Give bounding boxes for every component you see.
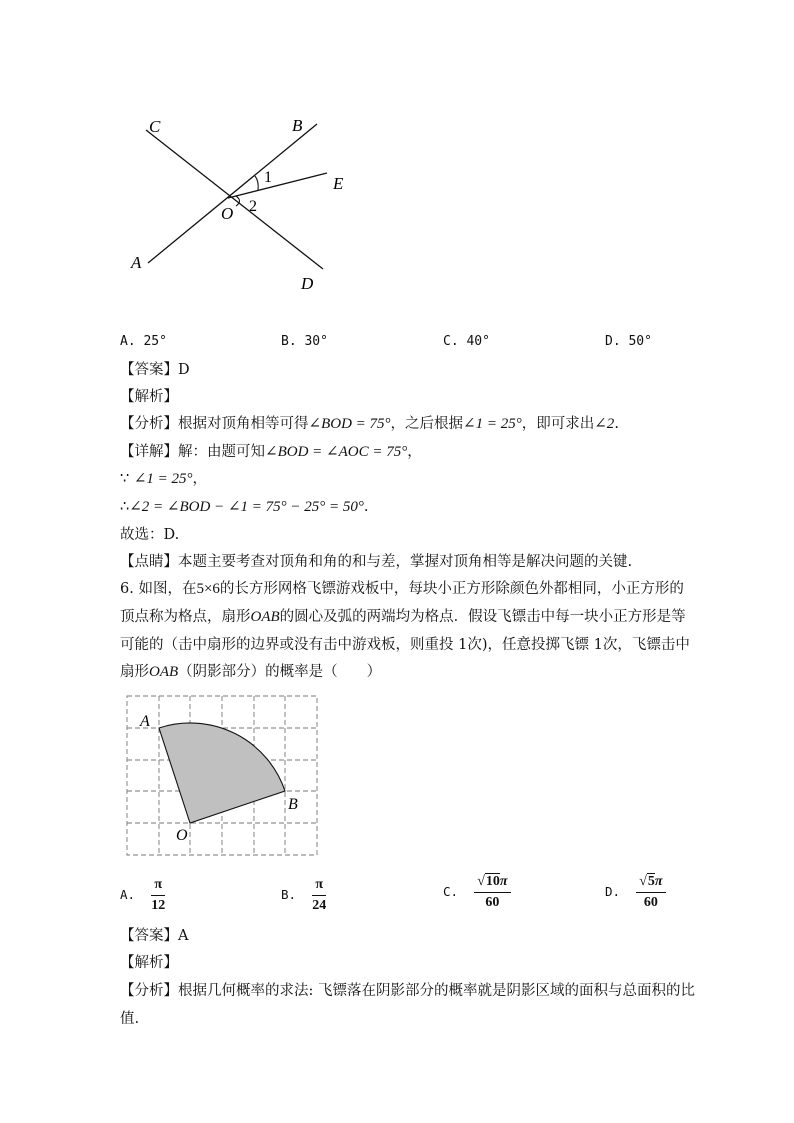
q5-option-d[interactable]: D. 50° xyxy=(605,334,652,349)
label-e: E xyxy=(333,174,344,193)
q5-answer: 【答案】D xyxy=(120,362,190,378)
grid-label-o: O xyxy=(176,827,188,844)
q5-detail: 【详解】解：由题可知∠BOD = ∠AOC = 75°， xyxy=(120,444,422,460)
q5-fenxi: 【分析】根据对顶角相等可得∠BOD = 75°，之后根据∠1 = 25°，即可求出∠2. xyxy=(120,416,619,432)
line-cd xyxy=(146,130,323,269)
q6-answer: 【答案】A xyxy=(120,928,189,944)
q6-analysis-tag: 【解析】 xyxy=(120,955,178,971)
grid-label-b: B xyxy=(288,796,298,813)
q6-fenxi-line-1: 【分析】根据几何概率的求法: 飞镖落在阴影部分的概率就是阴影区域的面积与总面积的比 xyxy=(120,983,695,999)
q6-option-c[interactable]: C. $\frac{√10\pi}{60}$ xyxy=(443,874,511,911)
q6-stem-line-2: 顶点称为格点，扇形OAB的圆心及弧的两端均为格点．假设飞镖击中每一块小正方形是等 xyxy=(120,609,686,625)
q6-option-a[interactable]: A. $\frac{\pi}{12}$ xyxy=(120,877,166,913)
q6-option-d[interactable]: D. $\frac{√5\pi}{60}$ xyxy=(605,874,666,911)
q6-option-b[interactable]: B. $\frac{\pi}{24}$ xyxy=(281,877,327,913)
q5-comment: 【点睛】本题主要考查对顶角和角的和与差，掌握对顶角相等是解决问题的关键. xyxy=(120,554,633,570)
q5-option-b[interactable]: B. 30° xyxy=(281,334,328,349)
sector-oab xyxy=(159,723,285,823)
q5-because: ∵ ∠1 = 25°， xyxy=(120,471,208,487)
dartboard-figure xyxy=(124,693,324,863)
q5-therefore: ∴∠2 = ∠BOD − ∠1 = 75° − 25° = 50°. xyxy=(120,499,369,515)
q5-analysis-tag: 【解析】 xyxy=(120,389,178,405)
q6-stem-line-3: 可能的（击中扇形的边界或没有击中游戏板，则重投 1次)，任意投掷飞镖 1次，飞镖击中 xyxy=(120,637,690,653)
angle-1-arc xyxy=(255,176,258,190)
angle-figure xyxy=(120,110,360,300)
q6-stem-line-4: 扇形OAB（阴影部分）的概率是（ ） xyxy=(120,664,382,680)
label-d: D xyxy=(301,274,314,293)
q5-option-a[interactable]: A. 25° xyxy=(120,334,167,349)
q6-stem-line-1: 6. 如图，在5×6的长方形网格飞镖游戏板中，每块小正方形除颜色外都相同，小正方形的 xyxy=(120,581,684,597)
q5-choose: 故选：D. xyxy=(120,527,180,543)
label-a: A xyxy=(131,253,142,272)
grid-label-a: A xyxy=(140,713,150,730)
line-ab xyxy=(148,124,317,263)
label-c: C xyxy=(149,117,161,136)
label-angle-2: 2 xyxy=(249,198,257,215)
label-angle-1: 1 xyxy=(264,169,272,186)
q5-option-c[interactable]: C. 40° xyxy=(443,334,490,349)
q6-fenxi-line-2: 值. xyxy=(120,1011,140,1027)
label-b: B xyxy=(292,116,303,135)
label-o: O xyxy=(221,204,234,223)
